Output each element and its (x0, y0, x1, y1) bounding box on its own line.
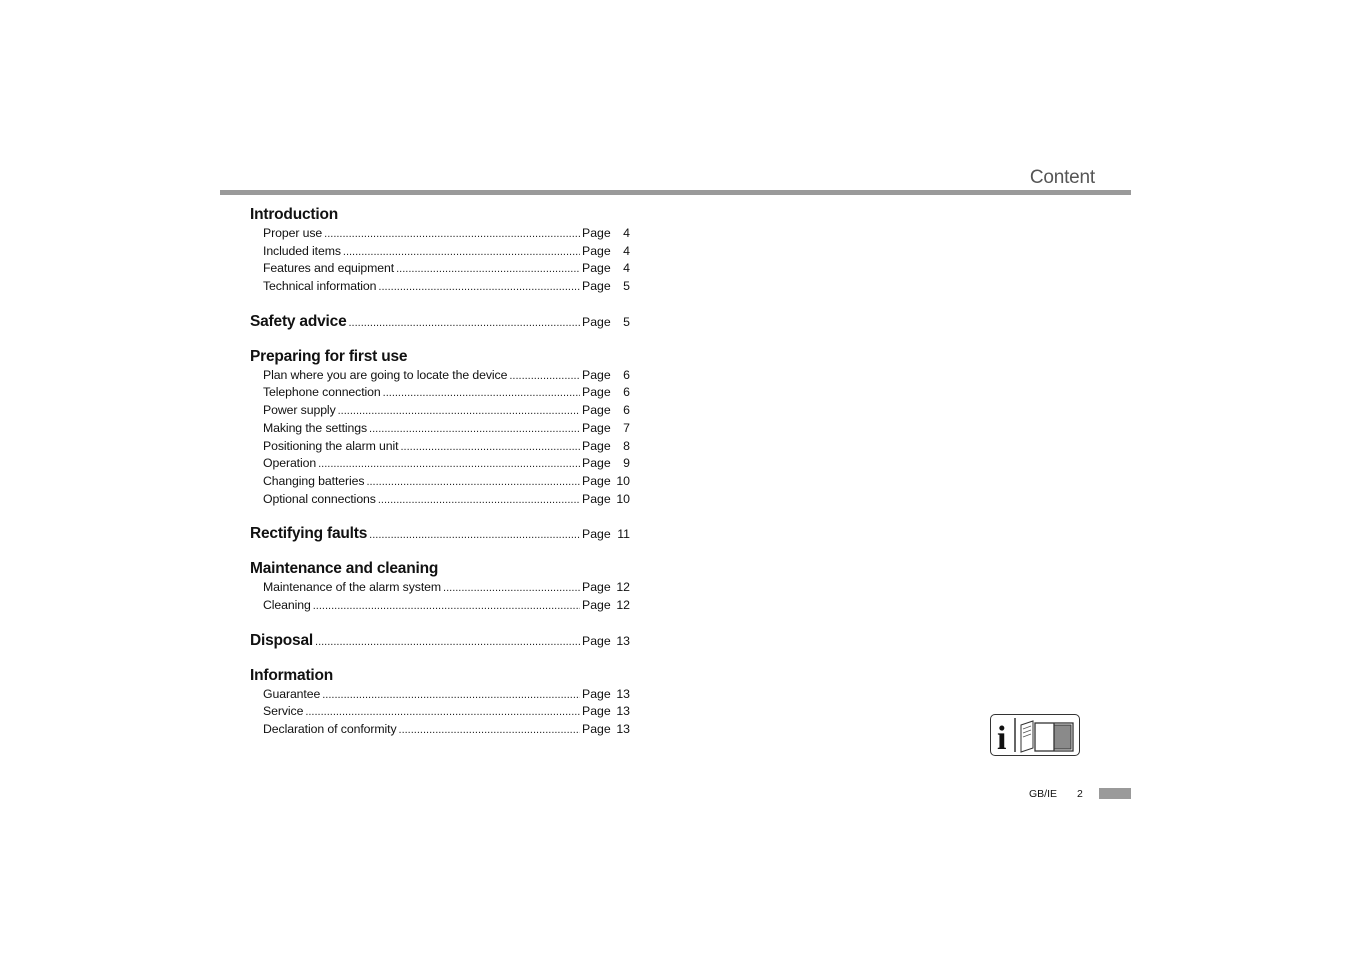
entry-label: Service (263, 704, 304, 719)
entry-label: Power supply (263, 403, 336, 418)
toc-section (250, 205, 630, 296)
dot-leader (322, 687, 580, 705)
section-title: Rectifying faults (250, 525, 368, 543)
dot-leader (396, 261, 580, 279)
dot-leader (383, 385, 580, 403)
page-word: Page (582, 367, 611, 382)
toc-entry[interactable] (250, 686, 630, 704)
dot-leader (400, 439, 580, 457)
page-number: 8 (623, 438, 630, 453)
dot-leader (315, 636, 580, 648)
page-word: Page (582, 456, 611, 471)
dot-leader (318, 456, 580, 474)
footer-accent-bar (1099, 788, 1131, 799)
footer-page-number: 2 (1077, 788, 1083, 800)
dot-leader (369, 421, 580, 439)
dot-leader (369, 529, 580, 541)
info-manual-icon (990, 714, 1080, 756)
dot-leader (313, 598, 580, 616)
toc-entry[interactable] (250, 438, 630, 456)
entry-label: Cleaning (263, 597, 311, 612)
toc-section (250, 559, 630, 614)
toc-entry[interactable] (250, 384, 630, 402)
page-word: Page (582, 403, 611, 418)
page-number: 6 (623, 367, 630, 382)
section-title: Safety advice (250, 312, 347, 330)
page-word: Page (582, 491, 611, 506)
toc-entry[interactable] (250, 721, 630, 739)
section-title: Maintenance and cleaning (250, 560, 439, 578)
page-word: Page (582, 385, 611, 400)
section-title: Disposal (250, 631, 314, 649)
page-number: 4 (623, 226, 630, 240)
page-number: 13 (616, 686, 630, 701)
entry-label: Maintenance of the alarm system (263, 580, 442, 595)
toc-section (250, 312, 630, 331)
dot-leader (305, 704, 580, 722)
toc-entry[interactable] (250, 420, 630, 438)
toc-section (250, 631, 630, 650)
toc-entry[interactable] (250, 524, 630, 543)
page-number: 4 (623, 261, 630, 276)
page-number: 12 (616, 580, 630, 595)
page-word: Page (582, 597, 611, 612)
dot-leader (378, 279, 580, 297)
toc-entry[interactable] (250, 455, 630, 473)
section-title: Information (250, 666, 334, 684)
toc-entry[interactable] (250, 402, 630, 420)
toc-entry[interactable] (250, 367, 630, 385)
toc-entry[interactable] (250, 631, 630, 650)
page-number: 4 (623, 243, 630, 258)
toc-entry[interactable] (250, 597, 630, 615)
info-glyph: i (997, 720, 1007, 755)
page-number: 6 (623, 385, 630, 400)
toc-section (250, 666, 630, 739)
dot-leader (399, 722, 580, 740)
toc-entry[interactable] (250, 491, 630, 509)
entry-label: Operation (263, 456, 317, 471)
toc-section (250, 524, 630, 543)
page-word: Page (582, 686, 611, 701)
footer-locale: GB/IE (1029, 788, 1058, 800)
page-word: Page (582, 580, 611, 595)
toc-section (250, 347, 630, 509)
toc-entry[interactable] (250, 225, 630, 243)
dot-leader (378, 492, 580, 510)
entry-label: Declaration of conformity (263, 722, 397, 736)
dot-leader (324, 226, 580, 244)
page-number: 13 (616, 722, 630, 736)
page-word: Page (582, 527, 611, 542)
page-number: 9 (623, 456, 630, 471)
section-title: Preparing for first use (250, 347, 408, 365)
entry-label: Included items (263, 243, 341, 258)
page-word: Page (582, 633, 611, 648)
entry-label: Changing batteries (263, 473, 365, 488)
page-number: 10 (616, 473, 630, 488)
toc-entry[interactable] (250, 579, 630, 597)
page-word: Page (582, 243, 611, 258)
toc-entry[interactable] (250, 473, 630, 491)
toc-entry[interactable] (250, 703, 630, 721)
entry-label: Positioning the alarm unit (263, 438, 399, 453)
entry-label: Features and equipment (263, 261, 395, 276)
dot-leader (343, 244, 580, 262)
page-number: 12 (616, 597, 630, 612)
page-number: 5 (623, 314, 630, 329)
entry-label: Telephone connection (263, 385, 381, 400)
page-number: 5 (623, 279, 630, 294)
page-word: Page (582, 722, 611, 736)
toc-entry[interactable] (250, 278, 630, 296)
dot-leader (509, 368, 580, 386)
page-word: Page (582, 279, 611, 294)
toc-entry[interactable] (250, 312, 630, 331)
page-word: Page (582, 261, 611, 276)
page-number: 13 (616, 633, 630, 648)
page-title: Content (1029, 167, 1095, 188)
page-word: Page (582, 704, 611, 719)
page-number: 10 (616, 491, 630, 506)
page-word: Page (582, 438, 611, 453)
table-of-contents (250, 205, 630, 755)
section-title: Introduction (250, 206, 338, 223)
entry-label: Technical information (263, 279, 377, 294)
page-word: Page (582, 314, 611, 329)
toc-entry[interactable] (250, 243, 630, 261)
header-rule (220, 190, 1131, 195)
dot-leader (349, 317, 581, 329)
entry-label: Making the settings (263, 420, 368, 435)
entry-label: Guarantee (263, 686, 321, 701)
toc-entry[interactable] (250, 260, 630, 278)
page-word: Page (582, 420, 611, 435)
page-word: Page (582, 473, 611, 488)
page-word: Page (582, 226, 611, 240)
page-number: 7 (623, 420, 630, 435)
entry-label: Proper use (263, 226, 323, 240)
dot-leader (338, 403, 580, 421)
entry-label: Optional connections (263, 491, 376, 506)
entry-label: Plan where you are going to locate the device (263, 367, 508, 382)
dot-leader (443, 580, 580, 598)
page-number: 11 (617, 527, 630, 542)
dot-leader (366, 474, 580, 492)
page-number: 13 (616, 704, 630, 719)
page-number: 6 (623, 403, 630, 418)
